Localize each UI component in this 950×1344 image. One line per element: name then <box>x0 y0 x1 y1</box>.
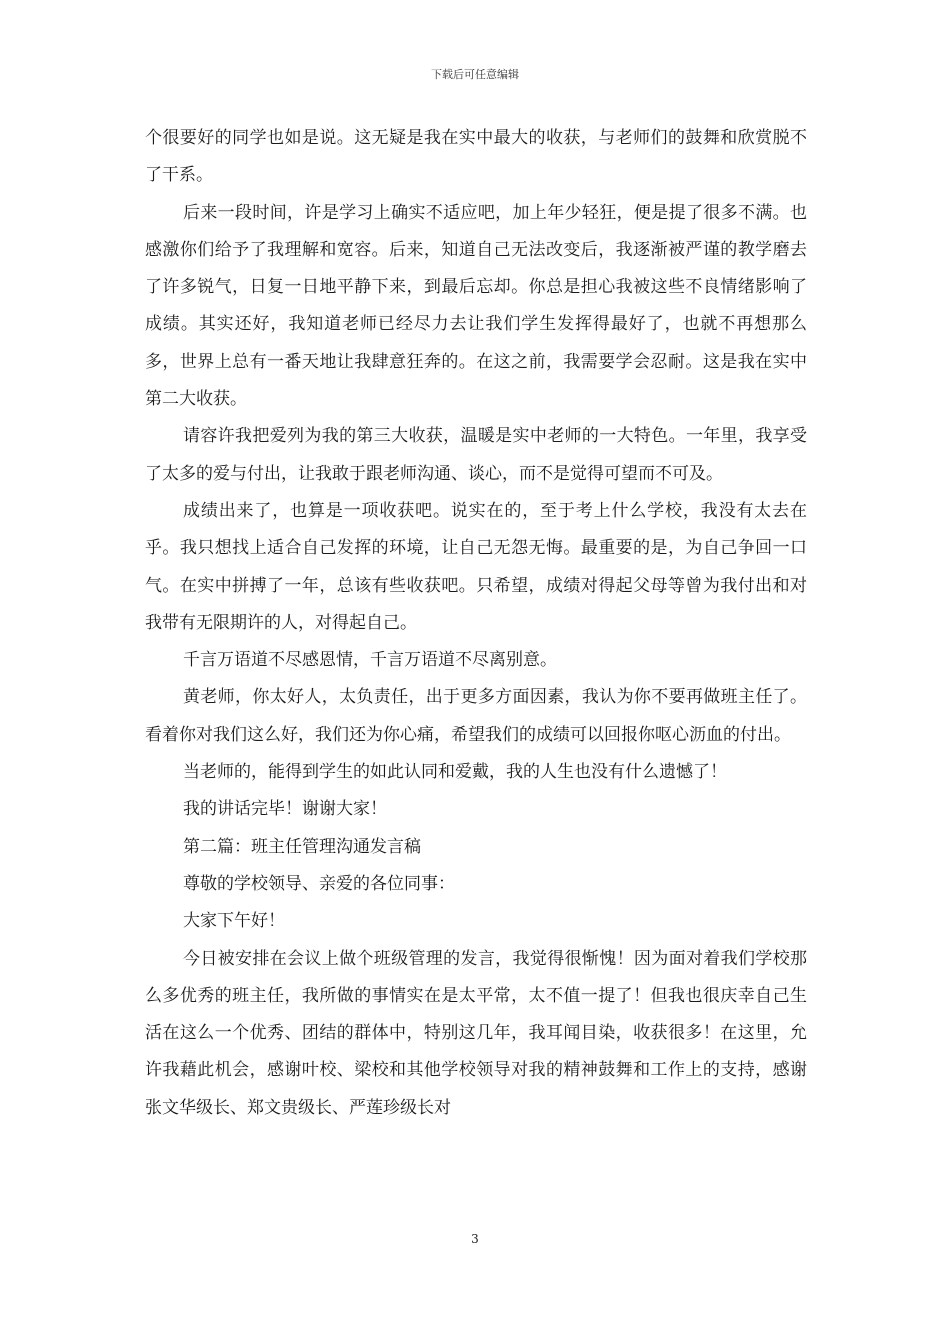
document-body <box>145 120 807 1127</box>
page-header: 下载后可任意编辑 <box>431 68 519 81</box>
page-number: 3 <box>471 1232 479 1246</box>
paragraph-6: 黄老师，你太好人，太负责任，出于更多方面因素，我认为你不要再做班主任了。看着你对我们这么好，我们还为你心痛，希望我们的成绩可以回报你呕心沥血的付出。 <box>145 687 807 745</box>
paragraph-1: 个很要好的同学也如是说。这无疑是我在实中最大的收获，与老师们的鼓舞和欣赏脱不了干系。 <box>145 128 807 186</box>
paragraph-7: 当老师的，能得到学生的如此认同和爱戴，我的人生也没有什么遗憾了！ <box>183 762 727 783</box>
paragraph-4: 成绩出来了，也算是一项收获吧。说实在的，至于考上什么学校，我没有太去在乎。我只想找上适合自己发挥的环境，让自己无怨无悔。最重要的是，为自己争回一口气。在实中拼搏了一年，总该有些收获吧。只希望，成绩对得起父母等曾为我付出和对我带有无限期许的人，对得起自己。 <box>145 500 807 633</box>
paragraph-5: 千言万语道不尽感恩情，千言万语道不尽离别意。 <box>183 650 557 671</box>
paragraph-12: 今日被安排在会议上做个班级管理的发言，我觉得很惭愧！因为面对着我们学校那么多优秀的班主任，我所做的事情实在是太平常，太不值一提了！但我也很庆幸自己生活在这么一个优秀、团结的群体中，特别这几年，我耳闻目染，收获很多！在这里，允许我藉此机会，感谢叶校、梁校和其他学校领导对我的精神鼓舞和工作上的支持，感谢张文华级长、郑文贵级长、严莲珍级长对 <box>145 948 807 1118</box>
paragraph-2: 后来一段时间，许是学习上确实不适应吧，加上年少轻狂，便是提了很多不满。也感激你们给予了我理解和宽容。后来，知道自己无法改变后，我逐渐被严谨的教学磨去了许多锐气，日复一日地平静下来，到最后忘却。你总是担心我被这些不良情绪影响了成绩。其实还好，我知道老师已经尽力去让我们学生发挥得最好了，也就不再想那么多，世界上总有一番天地让我肆意狂奔的。在这之前，我需要学会忍耐。这是我在实中第二大收获。 <box>145 202 807 410</box>
section-heading: 第二篇：班主任管理沟通发言稿 <box>183 836 421 857</box>
paragraph-3: 请容许我把爱列为我的第三大收获，温暖是实中老师的一大特色。一年里，我享受了太多的爱与付出，让我敢于跟老师沟通、谈心，而不是觉得可望而不可及。 <box>145 426 807 484</box>
paragraph-8: 我的讲话完毕！谢谢大家！ <box>183 799 387 820</box>
greeting: 大家下午好！ <box>183 911 285 932</box>
salutation: 尊敬的学校领导、亲爱的各位同事： <box>183 873 455 894</box>
